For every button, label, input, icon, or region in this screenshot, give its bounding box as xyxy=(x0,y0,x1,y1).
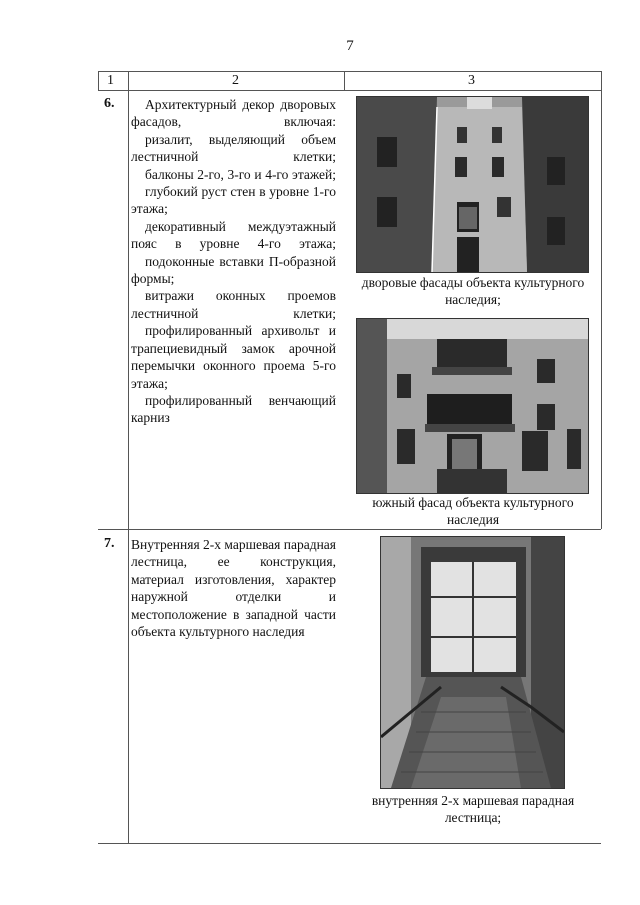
description-paragraph: профилированный венчающий карниз xyxy=(131,392,336,426)
table-border-left xyxy=(98,71,99,91)
table-border-right xyxy=(601,71,602,529)
staircase-photo xyxy=(380,536,565,789)
column-header-2: 2 xyxy=(232,73,239,88)
column-header-3: 3 xyxy=(468,73,475,88)
photo-caption: южный фасад объекта культурного наследия xyxy=(372,495,574,527)
description-paragraph: профилированный архивольт и трапециевидный замок арочной перемычки оконного проема 5-го этажа; xyxy=(131,323,336,391)
row-number: 7. xyxy=(104,536,115,551)
description-paragraph: декоративный междуэтажный пояс в уровне 4-го этажа; xyxy=(131,218,336,252)
row-number: 6. xyxy=(104,96,115,111)
description-paragraph: Внутренняя 2-х маршевая парадная лестница, ее конструкция, материал изготовления, характер наружной отделки и местоположение в западной части объекта культурного наследия xyxy=(131,537,337,640)
description-paragraph: подоконные вставки П-образной формы; xyxy=(131,253,336,287)
photo-caption: внутренняя 2-х маршевая парадная лестница; xyxy=(371,793,575,825)
photo-caption: дворовые фасады объекта культурного наследия; xyxy=(361,275,585,307)
description-paragraph: витражи оконных проемов лестничной клетки; xyxy=(131,288,336,321)
row-description xyxy=(131,96,336,427)
courtyard-facades-photo xyxy=(356,96,589,273)
description-paragraph: глубокий руст стен в уровне 1-го этажа; xyxy=(131,184,336,217)
row-divider xyxy=(98,529,601,530)
row-description xyxy=(131,536,336,640)
column-divider-2 xyxy=(344,71,345,91)
table-header-divider xyxy=(98,90,601,91)
column-divider-1 xyxy=(128,71,129,843)
description-paragraph: балконы 2-го, 3-го и 4-го этажей; xyxy=(145,166,336,182)
column-header-1: 1 xyxy=(107,73,114,88)
table-border-top xyxy=(98,71,601,72)
description-paragraph: Архитектурный декор дворовых фасадов, включая: xyxy=(131,97,336,130)
table-border-bottom xyxy=(98,843,601,844)
south-facade-photo xyxy=(356,318,589,494)
page-number: 7 xyxy=(346,38,354,54)
description-paragraph: ризалит, выделяющий объем лестничной клетки; xyxy=(131,131,336,165)
